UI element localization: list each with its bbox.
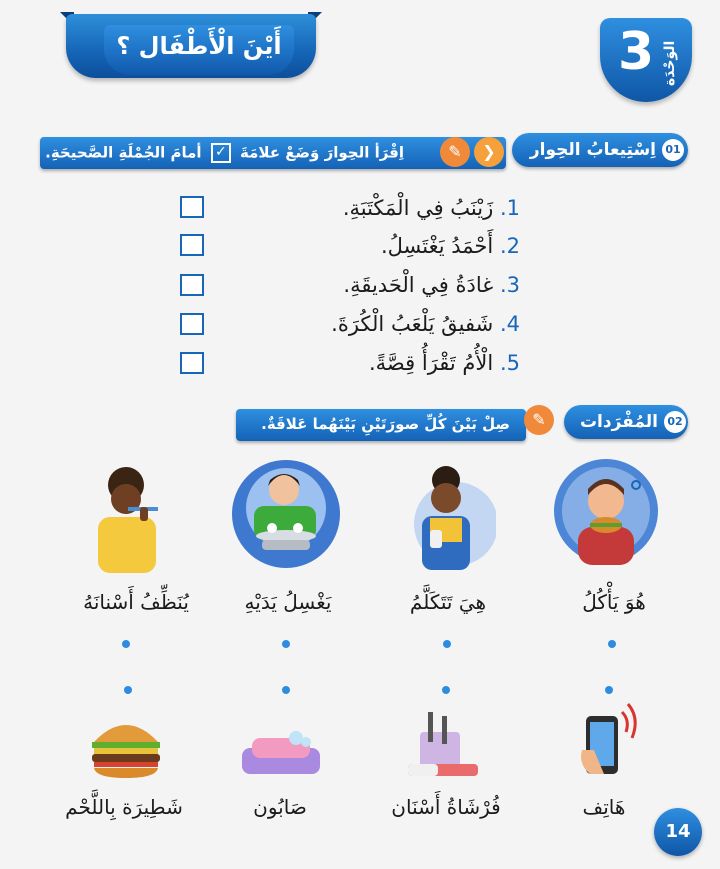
- section1-number: 01: [662, 139, 684, 161]
- match-dot-bottom-1[interactable]: [605, 686, 613, 694]
- match-dot-top-2[interactable]: [443, 640, 451, 648]
- toothbrush-picture: [406, 712, 486, 782]
- word-toothbrush: فُرْشَاةُ أَسْنَان: [391, 795, 501, 819]
- match-dot-bottom-2[interactable]: [442, 686, 450, 694]
- match-dot-top-1[interactable]: [608, 640, 616, 648]
- girl-talking-picture: [400, 458, 496, 570]
- statement-number: 4.: [499, 312, 520, 336]
- page-number: 14: [654, 808, 702, 856]
- statement-text: زَيْنَبُ فِي الْمَكْتَبَةِ.: [342, 196, 494, 220]
- section1-instruction-part2: أمامَ الجُمْلَةِ الصَّحيحَةِ.: [45, 143, 202, 162]
- match-dot-top-3[interactable]: [282, 640, 290, 648]
- unit-number: 3: [618, 22, 655, 82]
- statement-2: [270, 234, 520, 258]
- answer-checkbox-1[interactable]: [180, 196, 204, 218]
- statement-number: 2.: [499, 234, 520, 258]
- match-dot-bottom-3[interactable]: [282, 686, 290, 694]
- word-meat-sandwich: شَطِيرَة بِاللَّحْم: [65, 795, 183, 819]
- unit-word: الوَحْدَة: [662, 40, 678, 86]
- word-washes-hands: يَغْسِلُ يَدَيْهِ: [244, 590, 332, 614]
- answer-checkbox-5[interactable]: [180, 352, 204, 374]
- phone-picture: [576, 700, 646, 780]
- open-book-icon: ❯: [474, 137, 504, 167]
- pencil-icon: ✎: [524, 405, 554, 435]
- answer-checkbox-2[interactable]: [180, 234, 204, 256]
- boy-washing-hands-picture: [232, 458, 340, 570]
- section2-number: 02: [664, 411, 686, 433]
- word-he-eats: هُوَ يَأْكُلُ: [582, 590, 646, 614]
- section2-label: المُفْرَدات: [579, 412, 658, 432]
- statement-text: شَفيقُ يَلْعَبُ الْكُرَةَ.: [331, 312, 494, 336]
- statement-1: [270, 196, 520, 220]
- statement-text: غادَةُ فِي الْحَديقَةِ.: [343, 273, 494, 297]
- answer-checkbox-4[interactable]: [180, 313, 204, 335]
- section2-instruction: صِلْ بَيْنَ كُلِّ صورَتَيْنِ بَيْنَهُما عَلاقَةٌ.: [261, 415, 510, 433]
- burger-picture: [88, 712, 164, 778]
- section1-instruction: [45, 143, 404, 163]
- soap-picture: [238, 730, 324, 778]
- statement-text: أَحْمَدُ يَغْتَسِلُ.: [380, 234, 494, 258]
- boy-brushing-teeth-picture: [88, 463, 168, 575]
- word-soap: صَابُون: [253, 795, 307, 819]
- word-she-talks: هِيَ تَتَكَلَّمُ: [409, 590, 487, 614]
- statement-text: الْأُمُ تَقْرَأُ قِصَّةً.: [369, 351, 494, 375]
- section1-instruction-part1: اِقْرَأ الحِوارَ وَضَعْ علامَةَ: [240, 143, 404, 162]
- statement-number: 5.: [499, 351, 520, 375]
- statement-number: 3.: [499, 273, 520, 297]
- statement-5: [270, 351, 520, 375]
- pencil-icon: ✎: [440, 137, 470, 167]
- statement-4: [270, 312, 520, 336]
- word-brushes-teeth: يُنَظِّفُ أَسْنانَهُ: [83, 590, 189, 614]
- match-dot-bottom-4[interactable]: [124, 686, 132, 694]
- statement-number: 1.: [499, 196, 520, 220]
- word-phone: هَاتِف: [582, 795, 626, 819]
- statement-3: [270, 273, 520, 297]
- lesson-title: أَيْنَ الْأَطْفَال ؟: [116, 32, 282, 60]
- check-mark-icon: ✓: [211, 143, 231, 163]
- section1-label: اِسْتِيعابُ الحِوار: [529, 140, 656, 160]
- boy-eating-picture: [552, 455, 660, 567]
- match-dot-top-4[interactable]: [122, 640, 130, 648]
- answer-checkbox-3[interactable]: [180, 274, 204, 296]
